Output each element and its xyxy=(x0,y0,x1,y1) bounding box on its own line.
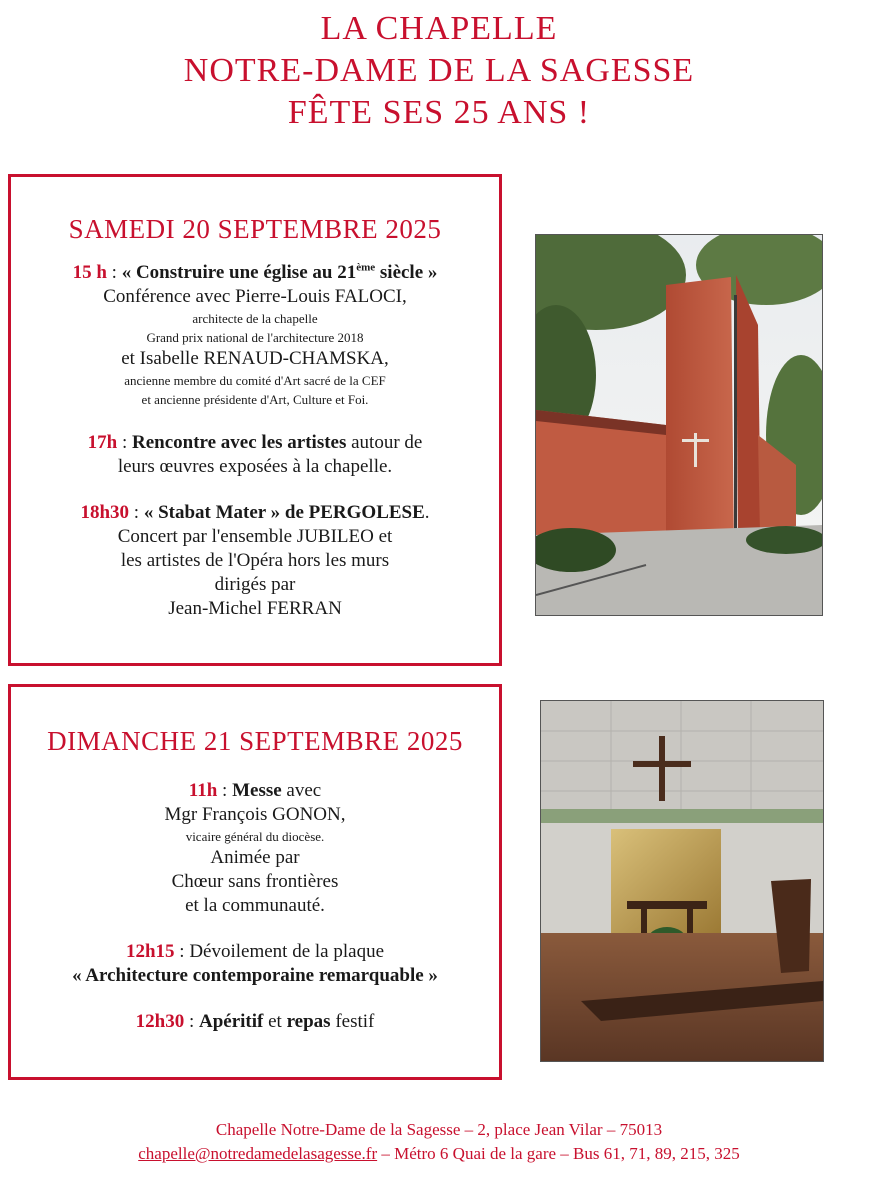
event-title: « Stabat Mater » de PERGOLESE xyxy=(143,502,425,523)
event-line: architecte de la chapelle xyxy=(192,311,318,326)
event-title: Rencontre avec les artistes xyxy=(131,432,347,453)
event-time: 15 h xyxy=(72,262,107,283)
event-time: 12h30 xyxy=(135,1011,185,1032)
sunday-program-box xyxy=(8,684,502,1080)
sunday-event-mass: 11h : Messe avec Mgr François GONON, vicaire général du diocèse. Animée par Chœur sans frontières et la communauté. xyxy=(11,779,499,918)
event-title: Apéritif xyxy=(198,1011,264,1032)
sunday-event-meal: 12h30 : Apéritif et repas festif xyxy=(135,1011,375,1032)
event-title: « Architecture contemporaine remarquable » xyxy=(72,965,438,986)
event-line: Conférence avec Pierre-Louis FALOCI, xyxy=(103,286,407,307)
event-line: Concert par l'ensemble JUBILEO et xyxy=(117,526,393,547)
event-line: les artistes de l'Opéra hors les murs xyxy=(120,550,390,571)
saturday-event-conference: 15 h : « Construire une église au 21ème siècle » Conférence avec Pierre-Louis FALOCI, architecte de la chapelle Grand prix national de l'architecture 2018 et Isabelle RENAUD-CHAMSKA, ancienne membre du comité d'Art sacré de la CEF et ancienne présidente d'Art, Culture et Foi. xyxy=(11,261,499,409)
footer-address: Chapelle Notre-Dame de la Sagesse – 2, place Jean Vilar – 75013 xyxy=(215,1120,663,1139)
event-title: « Construire une église au 21ème siècle » xyxy=(121,261,438,283)
sunday-event-plaque: 12h15 : Dévoilement de la plaque « Architecture contemporaine remarquable » xyxy=(72,941,438,986)
event-line: et ancienne présidente d'Art, Culture et Foi. xyxy=(141,392,369,407)
saturday-heading: SAMEDI 20 SEPTEMBRE 2025 xyxy=(68,214,442,244)
event-line: leurs œuvres exposées à la chapelle. xyxy=(117,456,393,477)
event-time: 12h15 xyxy=(125,941,175,962)
chapel-exterior-photo xyxy=(535,234,823,616)
title-line-1: LA CHAPELLE xyxy=(320,10,558,47)
event-time: 11h xyxy=(188,780,218,801)
event-line: vicaire général du diocèse. xyxy=(185,829,325,844)
event-title: Messe xyxy=(232,780,282,801)
event-line: Jean-Michel FERRAN xyxy=(168,598,342,619)
event-time: 17h xyxy=(87,432,118,453)
event-line: dirigés par xyxy=(214,574,296,595)
email-link[interactable]: chapelle@notredamedelasagesse.fr xyxy=(138,1144,378,1163)
event-line: Mgr François GONON, xyxy=(164,804,346,825)
event-line: ancienne membre du comité d'Art sacré de la CEF xyxy=(124,373,386,388)
saturday-event-concert: 18h30 : « Stabat Mater » de PERGOLESE. Concert par l'ensemble JUBILEO et les artistes de l'Opéra hors les murs dirigés par Jean-Michel FERRAN xyxy=(11,501,499,621)
event-line: et Isabelle RENAUD-CHAMSKA, xyxy=(121,348,389,369)
event-line: Animée par xyxy=(210,847,300,868)
event-line: et la communauté. xyxy=(185,895,325,916)
footer-transport: – Métro 6 Quai de la gare – Bus 61, 71, 89, 215, 325 xyxy=(377,1144,740,1163)
sunday-heading: DIMANCHE 21 SEPTEMBRE 2025 xyxy=(47,726,463,756)
page-title xyxy=(0,8,878,134)
title-line-3: FÊTE SES 25 ANS ! xyxy=(287,94,591,131)
saturday-program-box xyxy=(8,174,502,666)
footer-contact xyxy=(0,1118,878,1166)
chapel-interior-photo xyxy=(540,700,824,1062)
event-line: Chœur sans frontières xyxy=(171,871,339,892)
event-title: repas xyxy=(286,1011,331,1032)
event-line: Grand prix national de l'architecture 2018 xyxy=(146,330,364,345)
title-line-2: NOTRE-DAME DE LA SAGESSE xyxy=(183,52,695,89)
event-time: 18h30 xyxy=(80,502,130,523)
saturday-event-artists: 17h : Rencontre avec les artistes autour de leurs œuvres exposées à la chapelle. xyxy=(11,431,499,479)
